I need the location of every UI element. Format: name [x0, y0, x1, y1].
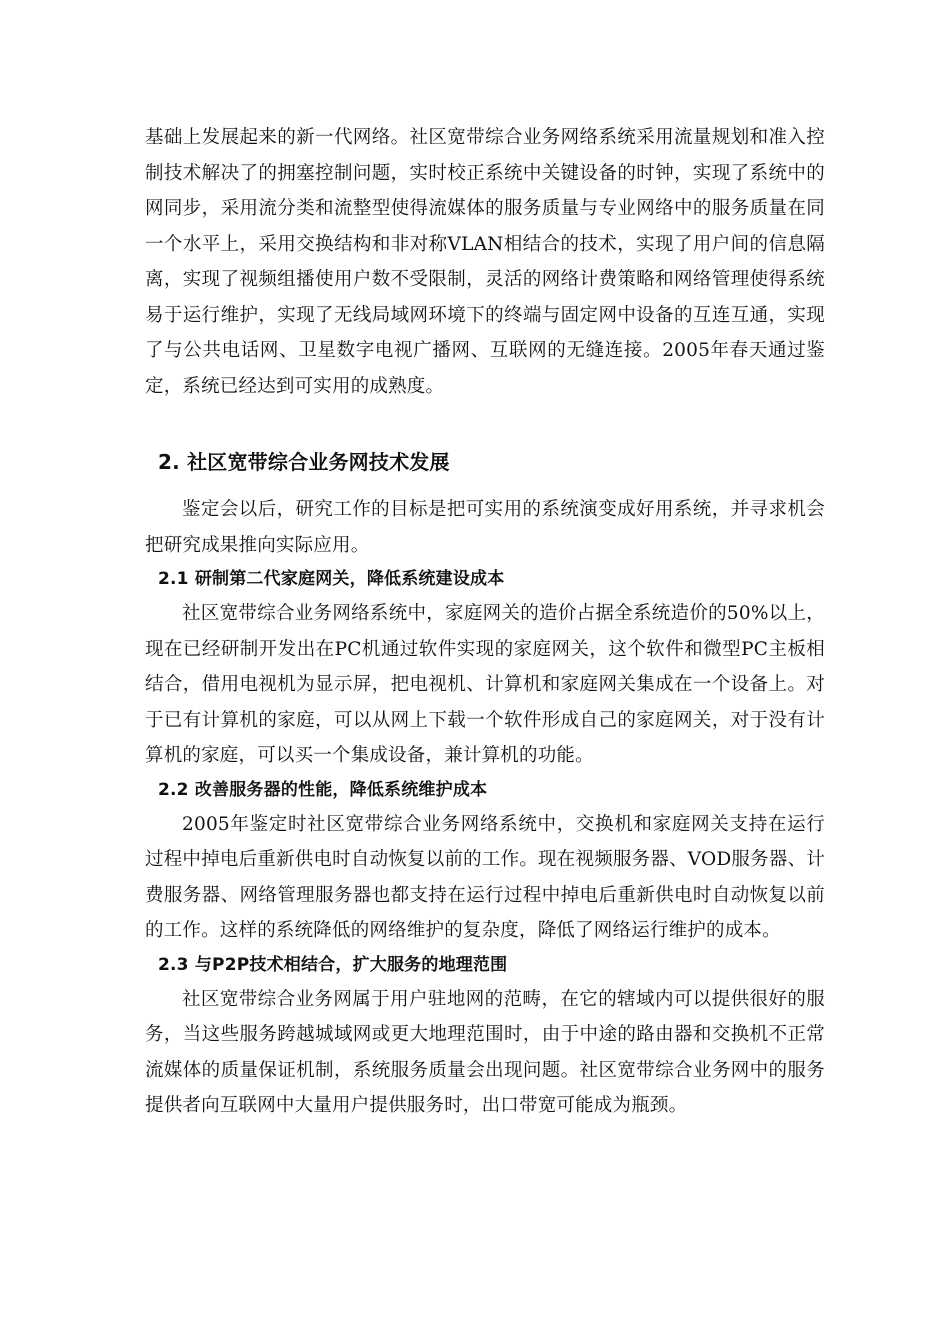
- subsection-2-1-heading: 2.1 研制第二代家庭网关，降低系统建设成本: [158, 569, 505, 589]
- subsection-2-2-heading: 2.2 改善服务器的性能，降低系统维护成本: [158, 779, 488, 800]
- subsection-2-2-body: 2005年鉴定时社区宽带综合业务网络系统中，交换机和家庭网关支持在运行过程中掉电后重新供电时自动恢复以前的工作。现在视频服务器、VOD服务器、计费服务器、网络管理服务器也都支持在运行过程中掉电后重新供电时自动恢复以前的工作。这样的系统降低的网络维护的复杂度，降低了网络运行维护的成本。: [145, 813, 825, 941]
- subsection-2-3-heading: 2.3 与P2P技术相结合，扩大服务的地理范围: [158, 954, 508, 975]
- subsection-2-3-body: 社区宽带综合业务网属于用户驻地网的范畴，在它的辖域内可以提供很好的服务，当这些服务跨越城域网或更大地理范围时，由于中途的路由器和交换机不正常流媒体的质量保证机制，系统服务质量会出现问题。社区宽带综合业务网中的服务提供者向互联网中大量用户提供服务时，出口带宽可能成为瓶颈。: [145, 988, 825, 1116]
- section-2-heading: 2. 社区宽带综合业务网技术发展: [158, 450, 450, 474]
- subsection-2-1-body: 社区宽带综合业务网络系统中，家庭网关的造价占据全系统造价的50%以上，现在已经研制开发出在PC机通过软件实现的家庭网关，这个软件和微型PC主板相结合，借用电视机为显示屏，把电视机、计算机和家庭网关集成在一个设备上。对于已有计算机的家庭，可以从网上下载一个软件形成自己的家庭网关，对于没有计算机的家庭，可以买一个集成设备，兼计算机的功能。: [145, 603, 825, 766]
- intro-paragraph: 基础上发展起来的新一代网络。社区宽带综合业务网络系统采用流量规划和准入控制技术解决了的拥塞控制问题，实时校正系统中关键设备的时钟，实现了系统中的网同步，采用流分类和流整型使得流媒体的服务质量与专业网络中的服务质量在同一个水平上，采用交换结构和非对称VLAN相结合的技术，实现了用户间的信息隔离，实现了视频组播使用户数不受限制，灵活的网络计费策略和网络管理使得系统易于运行维护，实现了无线局域网环境下的终端与固定网中设备的互连互通，实现了与公共电话网、卫星数字电视广播网、互联网的无缝连接。2005年春天通过鉴定，系统已经达到可实用的成熟度。: [145, 127, 825, 397]
- document-body: [145, 120, 825, 1124]
- section-2-intro: 鉴定会以后，研究工作的目标是把可实用的系统演变成好用系统，并寻求机会把研究成果推向实际应用。: [145, 499, 825, 556]
